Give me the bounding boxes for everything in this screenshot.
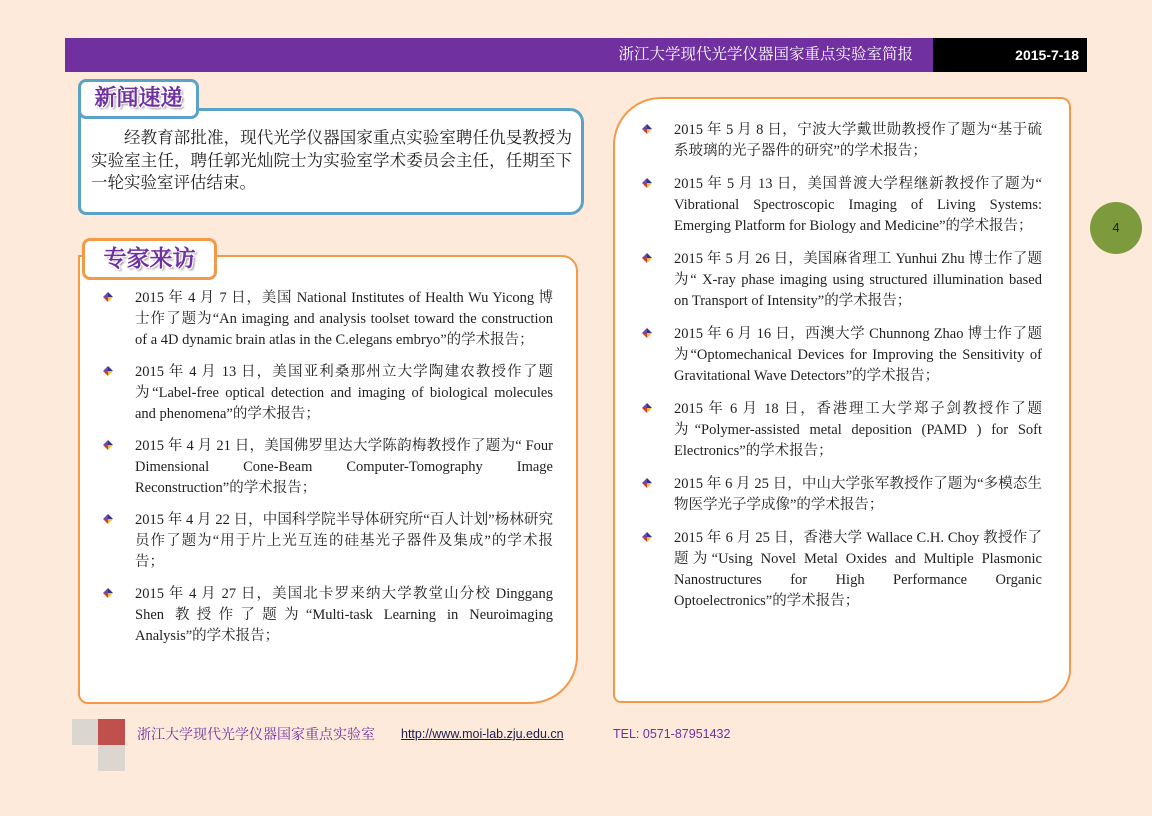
diamond-bullet-icon (642, 178, 652, 188)
diamond-bullet-icon (642, 403, 652, 413)
issue-date: 2015-7-18 (933, 38, 1087, 72)
diamond-bullet-icon (103, 366, 113, 376)
diamond-bullet-icon (103, 292, 113, 302)
visit-item (642, 174, 1042, 237)
diamond-bullet-icon (103, 440, 113, 450)
news-body: 经教育部批准，现代光学仪器国家重点实验室聘任仇旻教授为实验室主任，聘任郭光灿院士为实验室学术委员会主任，任期至下一轮实验室评估结束。 (91, 128, 572, 192)
visit-item (642, 474, 1042, 516)
visit-item (642, 120, 1042, 162)
footer-organization: 浙江大学现代光学仪器国家重点实验室 (137, 726, 375, 742)
visit-item (642, 249, 1042, 312)
visit-item-text: 2015 年 6 月 16 日，西澳大学 Chunnong Zhao 博士作了题为“Optomechanical Devices for Improving the Sensitivity of Gravitational Wave Detectors”的学术报告； (674, 326, 1042, 384)
diamond-bullet-icon (642, 478, 652, 488)
diamond-bullet-icon (642, 532, 652, 542)
diamond-bullet-icon (642, 124, 652, 134)
visit-item-text: 2015 年 4 月 22 日，中国科学院半导体研究所“百人计划”杨林研究员作了题为“用于片上光互连的硅基光子器件及集成”的学术报告； (135, 512, 553, 570)
visit-item-text: 2015 年 5 月 8 日，宁波大学戴世勋教授作了题为“基于硫系玻璃的光子器件的研究”的学术报告； (674, 122, 1042, 159)
visit-item-text: 2015 年 4 月 27 日，美国北卡罗来纳大学教堂山分校 Dinggang Shen 教授作了题为“Multi-task Learning in Neuroimaging Analysis”的学术报告； (135, 586, 553, 644)
visit-item-text: 2015 年 4 月 21 日，美国佛罗里达大学陈韵梅教授作了题为“ Four Dimensional Cone-Beam Computer-Tomography Image Reconstruction”的学术报告； (135, 438, 553, 496)
visits-list-right (642, 120, 1042, 624)
visit-item-text: 2015 年 5 月 26 日，美国麻省理工 Yunhui Zhu 博士作了题为“ X-ray phase imaging using structured illumination based on Transport of Intensity”的学术报告； (674, 251, 1042, 309)
visit-item-text: 2015 年 6 月 18 日，香港理工大学郑子剑教授作了题为“Polymer-assisted metal deposition (PAMD ) for Soft Electronics”的学术报告； (674, 401, 1042, 459)
newsletter-title: 浙江大学现代光学仪器国家重点实验室简报 (65, 38, 933, 72)
footer-decor-square (98, 745, 125, 771)
diamond-bullet-icon (103, 588, 113, 598)
visit-item (103, 584, 553, 647)
visit-item-text: 2015 年 6 月 25 日，中山大学张军教授作了题为“多模态生物医学光子学成像”的学术报告； (674, 476, 1042, 513)
visit-item (103, 436, 553, 499)
footer-website-link[interactable]: http://www.moi-lab.zju.edu.cn (401, 727, 564, 741)
footer-telephone: TEL: 0571-87951432 (613, 727, 731, 741)
footer-decor-square (98, 719, 125, 745)
visit-item (103, 362, 553, 425)
news-heading: 新闻速递 (78, 79, 199, 119)
header-bar (65, 38, 1087, 72)
visit-item-text: 2015 年 4 月 13 日，美国亚利桑那州立大学陶建农教授作了题为“Label-free optical detection and imaging of biological molecules and phenomena”的学术报告； (135, 364, 553, 422)
visit-item-text: 2015 年 5 月 13 日，美国普渡大学程继新教授作了题为“ Vibrational Spectroscopic Imaging of Living Systems: Emerging Platform for Biology and Medicine”的学术报告； (674, 176, 1042, 234)
visit-item (642, 528, 1042, 612)
page-number: 4 (1090, 202, 1142, 254)
diamond-bullet-icon (103, 514, 113, 524)
visit-item (103, 510, 553, 573)
visit-item (103, 288, 553, 351)
diamond-bullet-icon (642, 253, 652, 263)
visit-item-text: 2015 年 6 月 25 日，香港大学 Wallace C.H. Choy 教授作了题为“Using Novel Metal Oxides and Multiple Plasmonic Nanostructures for High Performance Organic Optoelectronics”的学术报告； (674, 530, 1042, 609)
visit-item (642, 399, 1042, 462)
diamond-bullet-icon (642, 328, 652, 338)
visit-item (642, 324, 1042, 387)
visit-item-text: 2015 年 4 月 7 日，美国 National Institutes of Health Wu Yicong 博士作了题为“An imaging and analysis toolset toward the construction of a 4D dynamic brain atlas in the C.elegans embryo”的学术报告； (135, 290, 553, 348)
visits-list-left (103, 288, 553, 658)
visits-heading: 专家来访 (82, 238, 217, 280)
footer-decor-square (72, 719, 98, 745)
